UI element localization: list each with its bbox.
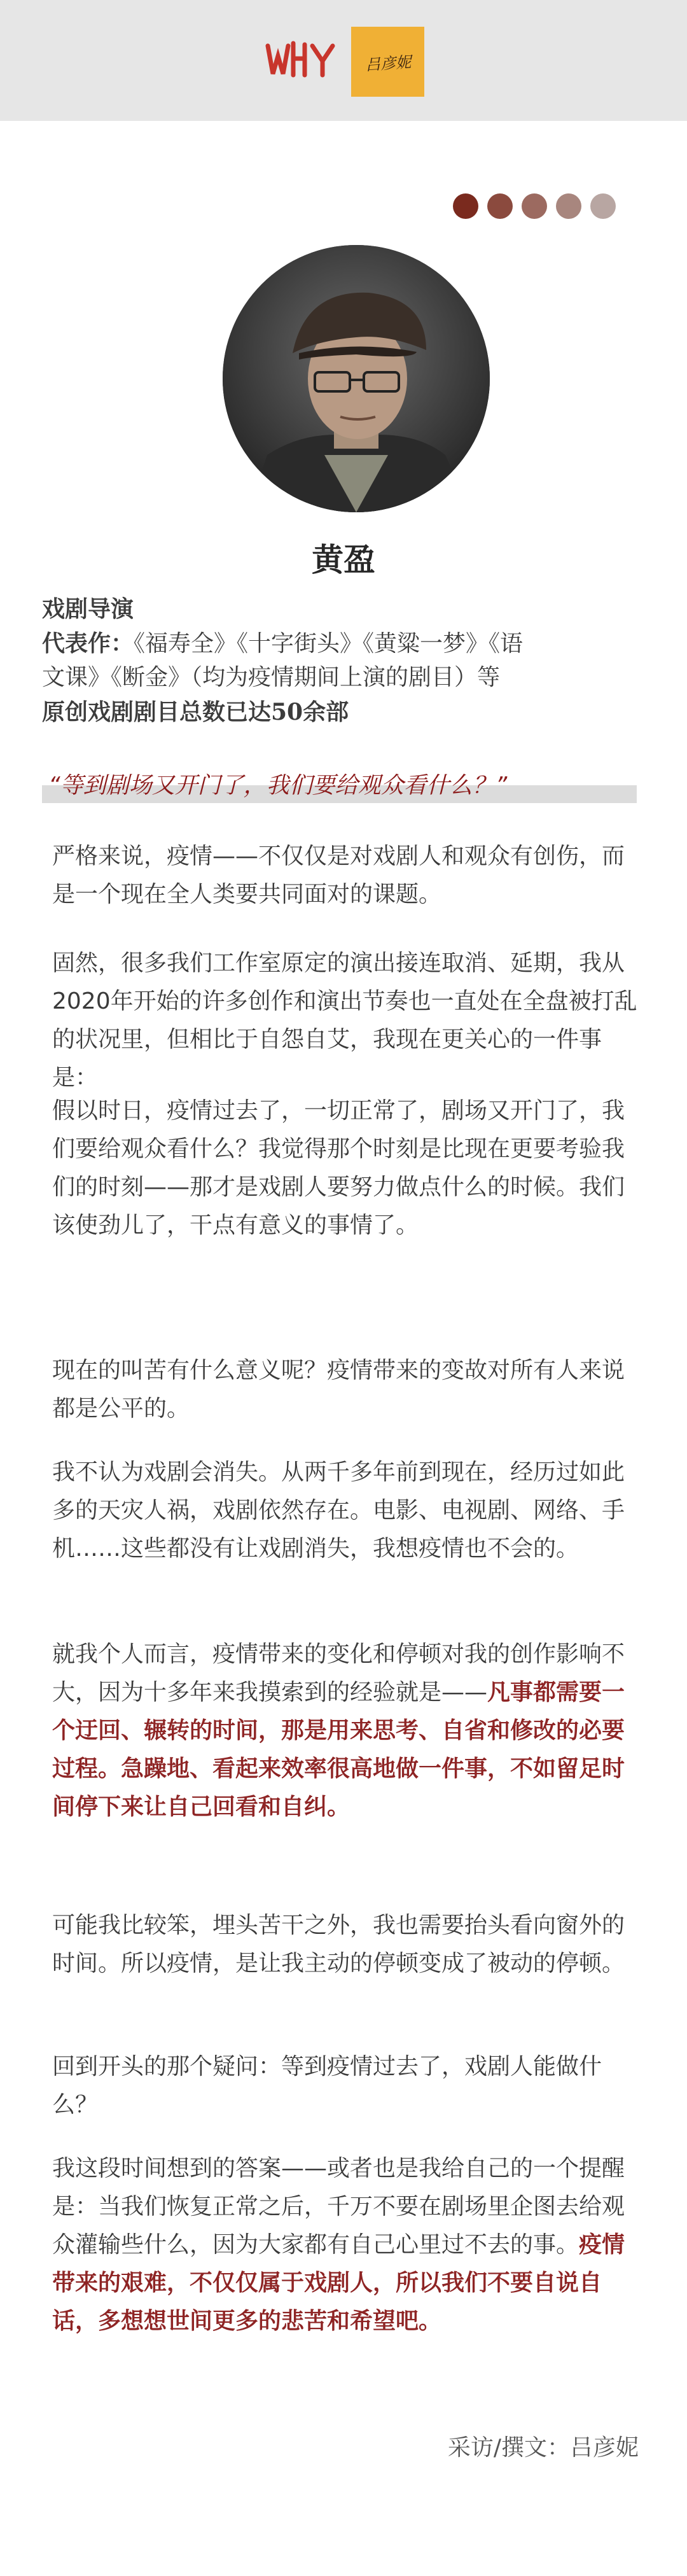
article-paragraph-8: 回到开头的那个疑问：等到疫情过去了，戏剧人能做什么？ [52,2054,602,2118]
brand-logo-mark [264,37,339,81]
person-name: 黄盈 [312,541,375,578]
author-badge-text: 吕彦妮 [364,53,412,74]
article-paragraph-3: 假以时日，疫情过去了，一切正常了，剧场又开门了，我们要给观众看什么？我觉得那个时刻是比现在更要考验我们的时刻——那才是戏剧人要努力做点什么的时候。我们该使劲儿了，干点有意义的事情了。 [52,1098,625,1238]
pull-quote [42,769,637,803]
author-byline: 采访/撰文：吕彦妮 [447,2435,639,2461]
page-dot-1[interactable] [453,193,478,219]
works-line-1 [42,627,646,660]
works-count: 原创戏剧剧目总数已达50余部 [42,699,349,725]
article-paragraph-6 [52,1635,637,1826]
page-dot-5[interactable] [590,193,616,219]
paragraph-6-text: 就我个人而言，疫情带来的变化和停顿对我的创作影响不大，因为十多年来我摸索到的经验就是—— [52,1641,625,1705]
paragraph-9-highlight: 疫情带来的艰难，不仅仅属于戏剧人，所以我们不要自说自话，多想想世间更多的悲苦和希望吧。 [52,2232,625,2334]
page-dot-4[interactable] [556,193,581,219]
header-bar [0,0,687,121]
author-badge[interactable] [351,27,424,97]
article-paragraph-7: 可能我比较笨，埋头苦干之外，我也需要抬头看向窗外的时间。所以疫情，是让我主动的停顿变成了被动的停顿。 [52,1912,625,1977]
works-line-2: 文课》《断金》（均为疫情期间上演的剧目）等 [42,664,501,690]
article-paragraph-5: 我不认为戏剧会消失。从两千多年前到现在，经历过如此多的天灾人祸，戏剧依然存在。电影、电视剧、网络、手机……这些都没有让戏剧消失，我想疫情也不会的。 [52,1459,625,1562]
paragraph-9-text: 我这段时间想到的答案——或者也是我给自己的一个提醒是：当我们恢复正常之后，千万不要在剧场里企图去给观众灌输些什么，因为大家都有自己心里过不去的事。 [52,2155,625,2258]
article-paragraph-9 [52,2150,637,2341]
brand-logo[interactable] [264,37,339,81]
quote-text: “等到剧场又开门了，我们要给观众看什么？” [48,773,508,799]
article-paragraph-2: 固然，很多我们工作室原定的演出接连取消、延期，我从2020年开始的许多创作和演出节奏也一直处在全盘被打乱的状况里，但相比于自怨自艾，我现在更关心的一件事是： [52,950,637,1091]
person-title: 戏剧导演 [42,596,134,622]
works-label: 代表作： [42,630,134,657]
article-paragraph-1: 严格来说，疫情——不仅仅是对戏剧人和观众有创伤，而是一个现在全人类要共同面对的课题。 [52,843,625,907]
works-list-1: 《福寿全》《十字街头》《黄粱一梦》《语 [134,631,524,657]
paragraph-6-highlight: 凡事都需要一个迂回、辗转的时间，那是用来思考、自省和修改的必要过程。急躁地、看起来效率很高地做一件事，不如留足时间停下来让自己回看和自纠。 [52,1679,625,1820]
portrait-avatar [223,245,490,512]
page-dot-2[interactable] [487,193,513,219]
article-paragraph-4: 现在的叫苦有什么意义呢？疫情带来的变故对所有人来说都是公平的。 [52,1357,625,1422]
portrait-image [223,245,490,512]
pagination-dots [453,193,616,219]
page-dot-3[interactable] [522,193,547,219]
